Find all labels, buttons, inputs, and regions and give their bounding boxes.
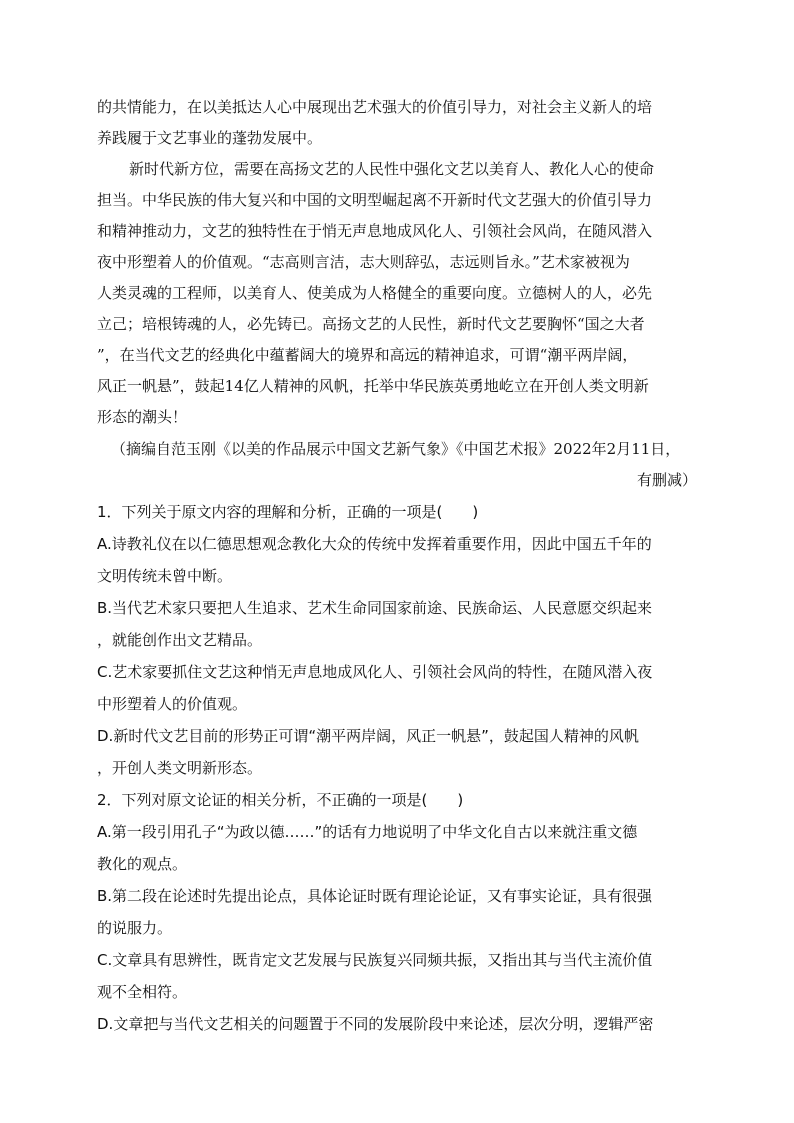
question-stem: 2．下列对原文论证的相关分析，不正确的一项是( ) xyxy=(97,791,464,809)
article-citation xyxy=(97,434,697,496)
option-c-line: C.文章具有思辨性，既肯定文艺发展与民族复兴同频共振，又指出其与当代主流价值 xyxy=(97,951,653,969)
citation-line: （摘编自范玉刚《以美的作品展示中国文艺新气象》《中国艺术报》2022年2月11日， xyxy=(111,440,681,458)
option-b-line: B.当代艺术家只要把人生追求、艺术生命同国家前途、民族命运、人民意愿交织起来 xyxy=(97,599,653,617)
text-line: 形态的潮头！ xyxy=(97,408,188,426)
text-line: 夜中形塑着人的价值观。“志高则言洁，志大则辞弘，志远则旨永。”艺术家被视为 xyxy=(97,253,630,271)
option-a-line: A.第一段引用孔子“为政以德……”的话有力地说明了中华文化自古以来就注重文德 xyxy=(97,823,638,841)
citation-line: 有删减） xyxy=(636,471,697,489)
option-d-line: D.文章把与当代文艺相关的问题置于不同的发展阶段中来论述，层次分明，逻辑严密 xyxy=(97,1015,654,1033)
option-b-line: ，就能创作出文艺精品。 xyxy=(97,631,263,649)
article-paragraph-1 xyxy=(97,92,697,154)
option-a-line: 文明传统未曾中断。 xyxy=(97,567,233,585)
text-line: 的共情能力，在以美抵达人心中展现出艺术强大的价值引导力，对社会主义新人的培 xyxy=(97,98,653,116)
text-line: 风正一帆悬”，鼓起14亿人精神的风帆，托举中华民族英勇地屹立在开创人类文明新 xyxy=(97,377,649,395)
question-stem: 1．下列关于原文内容的理解和分析，正确的一项是( ) xyxy=(97,503,479,521)
text-line: 立己；培根铸魂的人，必先铸已。高扬文艺的人民性，新时代文艺要胸怀“国之大者 xyxy=(97,315,645,333)
option-a-line: 教化的观点。 xyxy=(97,855,188,873)
option-a-line: A.诗教礼仪在以仁德思想观念教化大众的传统中发挥着重要作用，因此中国五千年的 xyxy=(97,535,652,553)
option-b-line: B.第二段在论述时先提出论点，具体论证时既有理论论证，又有事实论证，具有很强 xyxy=(97,887,653,905)
text-line: 担当。中华民族的伟大复兴和中国的文明型崛起离不开新时代文艺强大的价值引导力 xyxy=(97,191,653,209)
text-line: 和精神推动力，文艺的独特性在于悄无声息地成风化人、引领社会风尚，在随风潜入 xyxy=(97,222,653,240)
text-line: 人类灵魂的工程师，以美育人、使美成为人格健全的重要向度。立德树人的人，必先 xyxy=(97,284,653,302)
article-paragraph-2 xyxy=(97,154,697,433)
text-line: 养践履于文艺事业的蓬勃发展中。 xyxy=(97,129,323,147)
option-d-line: D.新时代文艺目前的形势正可谓“潮平两岸阔，风正一帆悬”，鼓起国人精神的风帆 xyxy=(97,727,639,745)
text-line: 新时代新方位，需要在高扬文艺的人民性中强化文艺以美育人、教化人心的使命 xyxy=(129,160,655,178)
option-d-line: ，开创人类文明新形态。 xyxy=(97,759,263,777)
option-c-line: 中形塑着人的价值观。 xyxy=(97,695,248,713)
question-2 xyxy=(97,784,697,1040)
option-c-line: 观不全相符。 xyxy=(97,983,188,1001)
text-line: ”，在当代文艺的经典化中蕴蓄阔大的境界和高远的精神追求，可谓“潮平两岸阔， xyxy=(97,346,638,364)
option-b-line: 的说服力。 xyxy=(97,919,173,937)
option-c-line: C.艺术家要抓住文艺这种悄无声息地成风化人、引领社会风尚的特性，在随风潜入夜 xyxy=(97,663,653,681)
question-1 xyxy=(97,496,697,784)
